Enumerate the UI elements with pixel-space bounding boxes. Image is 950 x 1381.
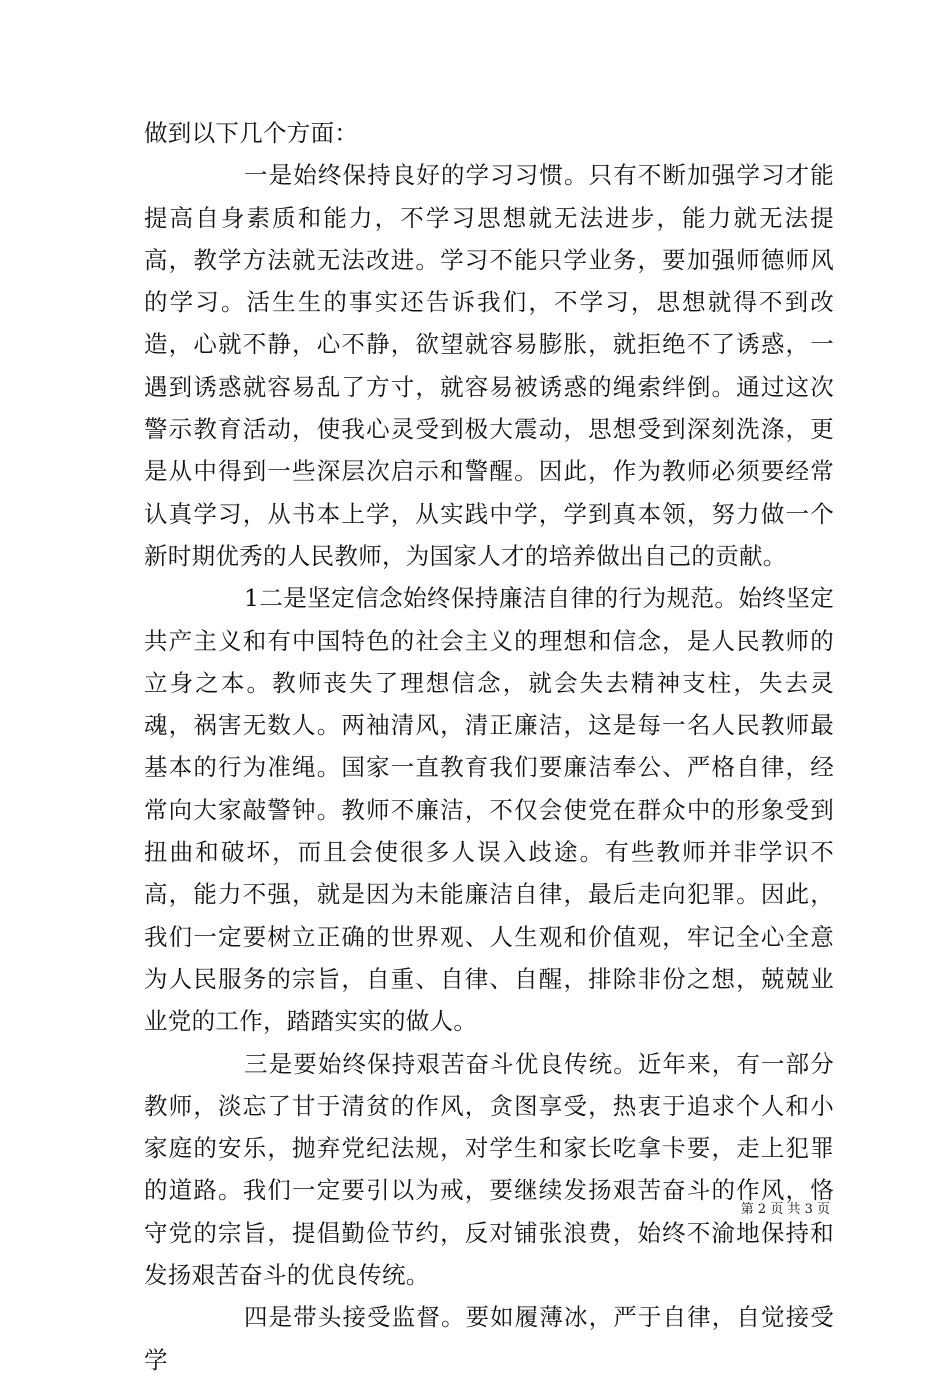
paragraph-integrity: 1二是坚定信念始终保持廉洁自律的行为规范。始终坚定共产主义和有中国特色的社会主义的理想和信念，是人民教师的立身之本。教师丧失了理想信念，就会失去精神支柱，失去灵魂，祸害无数人。两袖清风，清正廉洁，这是每一名人民教师最基本的行为准绳。国家一直教育我们要廉洁奉公、严格自律，经常向大家敲警钟。教师不廉洁，不仅会使党在群众中的形象受到扭曲和破坏，而且会使很多人误入歧途。有些教师并非学识不高，能力不强，就是因为未能廉洁自律，最后走向犯罪。因此，我们一定要树立正确的世界观、人生观和价值观，牢记全心全意为人民服务的宗旨，自重、自律、自醒，排除非份之想，兢兢业业党的工作，踏踏实实的做人。 bbox=[144, 584, 834, 1036]
paragraph-intro: 做到以下几个方面： bbox=[144, 119, 359, 147]
paragraph-study-habits: 一是始终保持良好的学习习惯。只有不断加强学习才能提高自身素质和能力，不学习思想就无法进步，能力就无法提高，教学方法就无法改进。学习不能只学业务，要加强师德师风的学习。活生生的事实还告诉我们，不学习，思想就得不到改造，心就不静，心不静，欲望就容易膨胀，就拒绝不了诱惑，一遇到诱惑就容易乱了方寸，就容易被诱惑的绳索绊倒。通过这次警示教育活动，使我心灵受到极大震动，思想受到深刻洗涤，更是从中得到一些深层次启示和警醒。因此，作为教师必须要经常认真学习，从书本上学，从实践中学，学到真本领，努力做一个新时期优秀的人民教师，为国家人才的培养做出自己的贡献。 bbox=[144, 161, 834, 570]
document-body bbox=[144, 112, 834, 1381]
paragraph-hard-work: 三是要始终保持艰苦奋斗优良传统。近年来，有一部分教师，淡忘了甘于清贫的作风，贪图享受，热衷于追求个人和小家庭的安乐，抛弃党纪法规，对学生和家长吃拿卡要，走上犯罪的道路。我们一定要引以为戒，要继续发扬艰苦奋斗的作风，恪守党的宗旨，提倡勤俭节约，反对铺张浪费，始终不渝地保持和发扬艰苦奋斗的优良传统。 bbox=[144, 1049, 834, 1290]
paragraph-supervision: 四是带头接受监督。要如履薄冰，严于自律，自觉接受学 bbox=[144, 1303, 834, 1374]
page-number-footer: 第 2 页 共 3 页 bbox=[740, 1202, 830, 1217]
